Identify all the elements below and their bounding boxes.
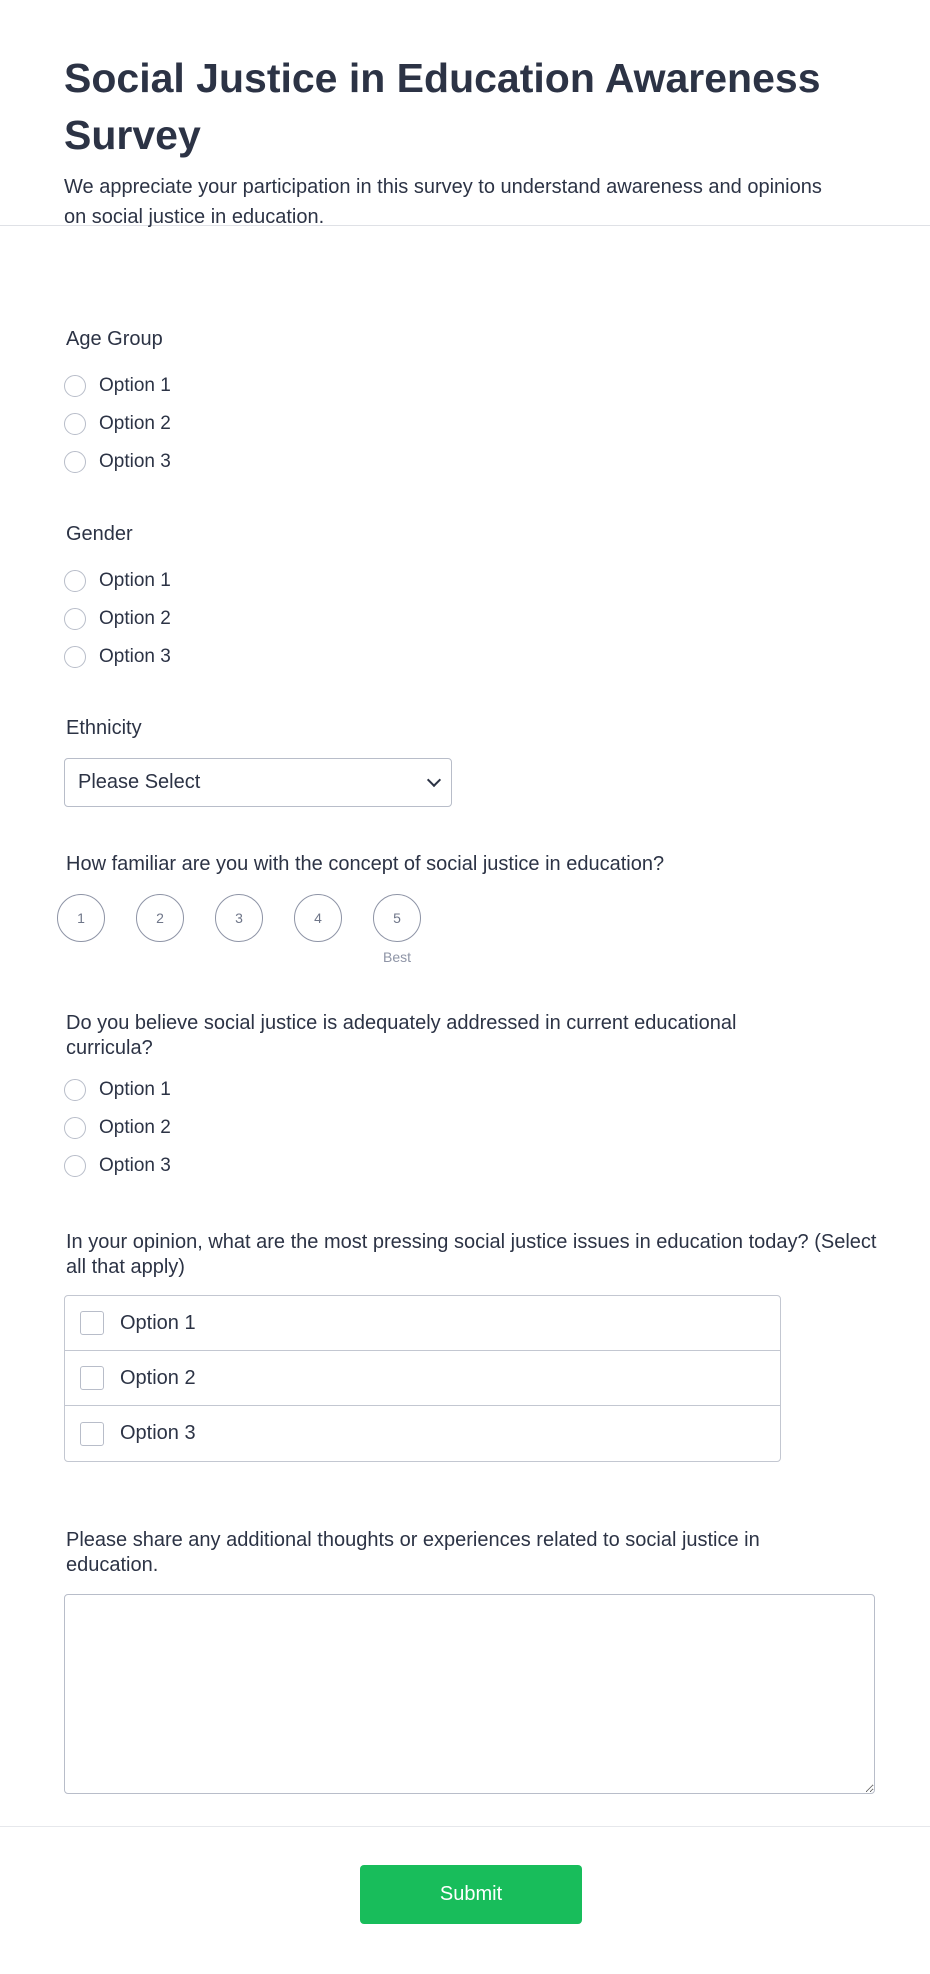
- scale-item-3: [215, 894, 263, 966]
- radio-button[interactable]: [64, 1155, 86, 1177]
- radio-label: Option 3: [99, 646, 171, 667]
- issues-option-3[interactable]: [65, 1406, 780, 1461]
- familiarity-scale: [57, 894, 664, 966]
- scale-best-caption: Best: [382, 949, 411, 965]
- checkbox-label: Option 1: [120, 1311, 196, 1334]
- ethnicity-selected-value: Please Select: [78, 771, 201, 793]
- age-group-option-2[interactable]: [64, 405, 171, 443]
- radio-button[interactable]: [64, 1079, 86, 1101]
- radio-button[interactable]: [64, 570, 86, 592]
- curricula-options: [64, 1071, 824, 1185]
- checkbox-label: Option 3: [120, 1422, 196, 1444]
- age-group-option-3[interactable]: [64, 443, 171, 481]
- thoughts-question: [64, 1528, 875, 1794]
- scale-option-5[interactable]: 5: [373, 894, 421, 942]
- issues-question: [64, 1230, 884, 1462]
- gender-options: [64, 562, 171, 676]
- curricula-option-1[interactable]: [64, 1071, 824, 1109]
- scale-option-3[interactable]: 3: [215, 894, 263, 942]
- issues-label: In your opinion, what are the most pressing social justice issues in education today? (Select all that apply): [66, 1231, 877, 1278]
- gender-option-3[interactable]: [64, 638, 171, 676]
- chevron-down-icon: [427, 773, 441, 787]
- age-group-question: [64, 327, 171, 481]
- scale-item-2: [136, 894, 184, 966]
- scale-item-4: [294, 894, 342, 966]
- radio-label: Option 1: [99, 570, 171, 591]
- form-description: We appreciate your participation in this survey to understand awareness and opinions on social justice in education.: [64, 176, 822, 228]
- curricula-option-2[interactable]: [64, 1109, 824, 1147]
- radio-label: Option 3: [99, 451, 171, 472]
- scale-option-1[interactable]: 1: [57, 894, 105, 942]
- radio-label: Option 2: [99, 413, 171, 434]
- radio-button[interactable]: [64, 375, 86, 397]
- issues-option-1[interactable]: [65, 1296, 780, 1351]
- form-header: [0, 0, 930, 226]
- curricula-question: [64, 1011, 824, 1185]
- radio-button[interactable]: [64, 646, 86, 668]
- gender-option-1[interactable]: [64, 562, 171, 600]
- issues-option-2[interactable]: [65, 1351, 780, 1406]
- footer-divider: [0, 1826, 930, 1827]
- age-group-option-1[interactable]: [64, 367, 171, 405]
- radio-button[interactable]: [64, 413, 86, 435]
- radio-button[interactable]: [64, 451, 86, 473]
- scale-option-2[interactable]: 2: [136, 894, 184, 942]
- scale-item-5: [373, 894, 421, 966]
- curricula-option-3[interactable]: [64, 1147, 824, 1185]
- radio-label: Option 2: [99, 1117, 171, 1138]
- gender-question: [64, 522, 171, 676]
- submit-button[interactable]: Submit: [360, 1865, 582, 1924]
- radio-label: Option 2: [99, 608, 171, 629]
- radio-button[interactable]: [64, 1117, 86, 1139]
- gender-option-2[interactable]: [64, 600, 171, 638]
- radio-label: Option 1: [99, 1079, 171, 1100]
- age-group-options: [64, 367, 171, 481]
- checkbox-label: Option 2: [120, 1366, 196, 1389]
- scale-item-1: [57, 894, 105, 966]
- curricula-label: Do you believe social justice is adequately addressed in current educational curricula?: [66, 1012, 737, 1059]
- form-title: Social Justice in Education Awareness Survey: [64, 55, 821, 158]
- familiarity-label: How familiar are you with the concept of social justice in education?: [66, 853, 665, 875]
- age-group-label: Age Group: [66, 328, 163, 350]
- familiarity-question: [64, 852, 664, 966]
- radio-label: Option 3: [99, 1155, 171, 1176]
- radio-label: Option 1: [99, 375, 171, 396]
- thoughts-textarea[interactable]: [64, 1594, 875, 1794]
- thoughts-label: Please share any additional thoughts or experiences related to social justice in education.: [66, 1529, 760, 1576]
- radio-button[interactable]: [64, 608, 86, 630]
- ethnicity-select[interactable]: [64, 758, 452, 807]
- ethnicity-question: [64, 716, 452, 807]
- gender-label: Gender: [66, 523, 133, 545]
- checkbox[interactable]: [80, 1311, 104, 1335]
- scale-option-4[interactable]: 4: [294, 894, 342, 942]
- ethnicity-label: Ethnicity: [66, 717, 142, 739]
- checkbox[interactable]: [80, 1366, 104, 1390]
- issues-options: [64, 1295, 781, 1462]
- checkbox[interactable]: [80, 1422, 104, 1446]
